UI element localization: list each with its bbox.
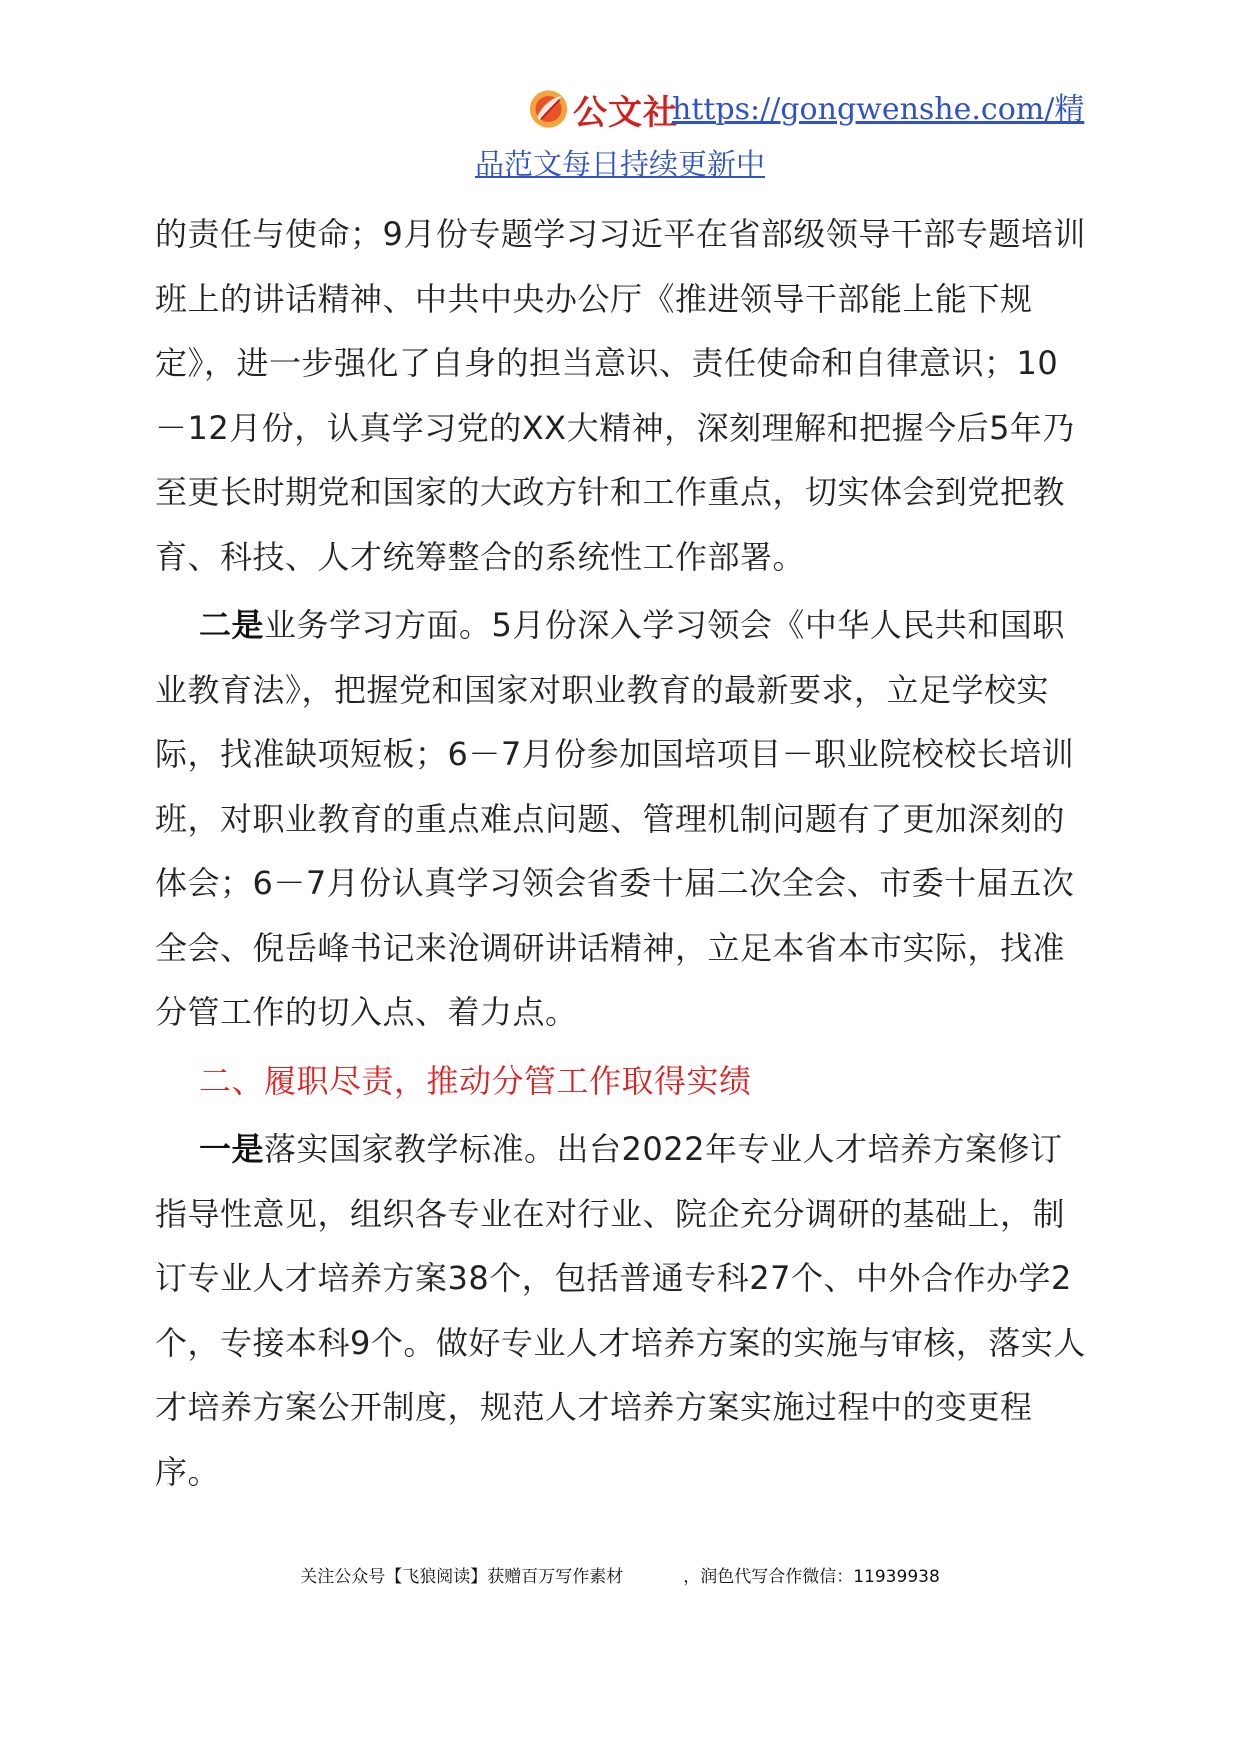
logo-text: 公文社 — [573, 92, 678, 133]
paragraph-teaching-standards-text: 落实国家教学标准。出台2022年专业人才培养方案修订指导性意见，组织各专业在对行业、院企充分调研的基础上，制订专业人才培养方案38个，包括普通专科27个、中外合作办学2个，专接本科9个。做好专业人才培养方案的实施与审核，落实人才培养方案公开制度，规范人才培养方案实施过程中的变更程序。 — [155, 1130, 1086, 1491]
paragraph-lead-second: 二是 — [199, 606, 265, 644]
site-url-link-continued[interactable]: 品范文每日持续更新中 — [474, 147, 765, 181]
page-footer — [0, 1562, 1240, 1587]
site-logo[interactable] — [528, 86, 678, 132]
paragraph-business-study — [155, 593, 1090, 1045]
logo-emblem-icon — [528, 87, 569, 131]
paragraph-lead-first: 一是 — [199, 1130, 265, 1168]
document-body — [155, 202, 1090, 1508]
section-heading-duties: 二、履职尽责，推动分管工作取得实绩 — [199, 1061, 752, 1100]
site-url-link[interactable]: https://gongwenshe.com/精 — [672, 92, 1085, 127]
footer-promo-right: ，润色代写合作微信：11939938 — [683, 1567, 940, 1587]
paragraph-business-study-text: 业务学习方面。5月份深入学习领会《中华人民共和国职业教育法》，把握党和国家对职业教育的最新要求，立足学校实际，找准缺项短板；6－7月份参加国培项目－职业院校校长培训班，对职业教育的重点难点问题、管理机制问题有了更加深刻的体会；6－7月份认真学习领会省委十届二次全会、市委十届五次全会、倪岳峰书记来沧调研讲话精神，立足本省本市实际，找准分管工作的切入点、着力点。 — [155, 606, 1075, 1031]
page-header — [0, 76, 1240, 186]
footer-promo-left: 关注公众号【飞狼阅读】获赠百万写作素材 — [300, 1567, 624, 1587]
paragraph-responsibility: 的责任与使命；9月份专题学习习近平在省部级领导干部专题培训班上的讲话精神、中共中央办公厅《推进领导干部能上能下规定》，进一步强化了自身的担当意识、责任使命和自律意识；10－12月份，认真学习党的XX大精神，深刻理解和把握今后5年乃至更长时期党和国家的大政方针和工作重点，切实体会到党把教育、科技、人才统筹整合的系统性工作部署。 — [155, 215, 1086, 576]
paragraph-teaching-standards — [155, 1117, 1090, 1504]
